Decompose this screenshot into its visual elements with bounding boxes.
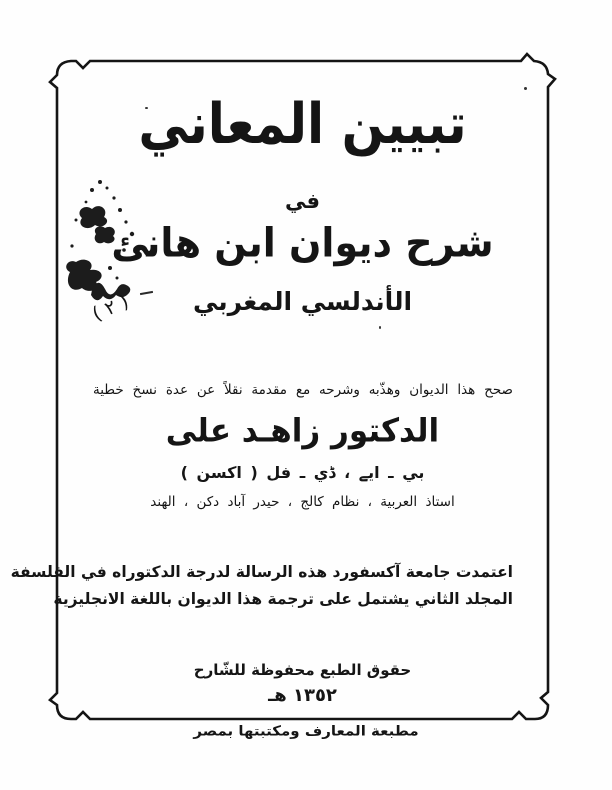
book-title-sub: شرح ديوان ابن هانئ (111, 219, 494, 267)
copyright-notice: حقوق الطبع محفوظة للشّارح (193, 661, 412, 679)
title-page-content (10, 61, 548, 720)
hijri-year: ١٣٥٢ هـ (268, 685, 337, 706)
book-title-main: تبيين المعاني (138, 91, 467, 157)
book-title-connector: في (285, 189, 320, 213)
publisher-colophon: مطبعة المعارف ومكتبتها بمصر (193, 722, 419, 740)
thesis-note-line1: اعتمدت جامعة آكسفورد هذه الرسالة لدرجة الدكتوراه في الفلسفة (10, 563, 513, 581)
handwritten-volume-number: ( ٢ ) (89, 290, 132, 326)
edition-note: صحح هذا الديوان وهذّبه وشرحه مع مقدمة نقلاً عن عدة نسخ خطية (93, 382, 513, 398)
book-title-attribution: الأندلسي المغربي (192, 287, 413, 316)
editor-name: الدكتور زاهـد على (165, 412, 440, 450)
editor-degrees: بي ـ ايے ، ڈي ـ فل ( اكسن ) (180, 463, 425, 482)
editor-position: استاذ العربية ، نظام كالج ، حيدر آباد دكن ، الهند (150, 494, 455, 510)
thesis-note-line2: المجلد الثاني يشتمل على ترجمة هذا الديوان باللغة الانجليزية (53, 590, 513, 608)
